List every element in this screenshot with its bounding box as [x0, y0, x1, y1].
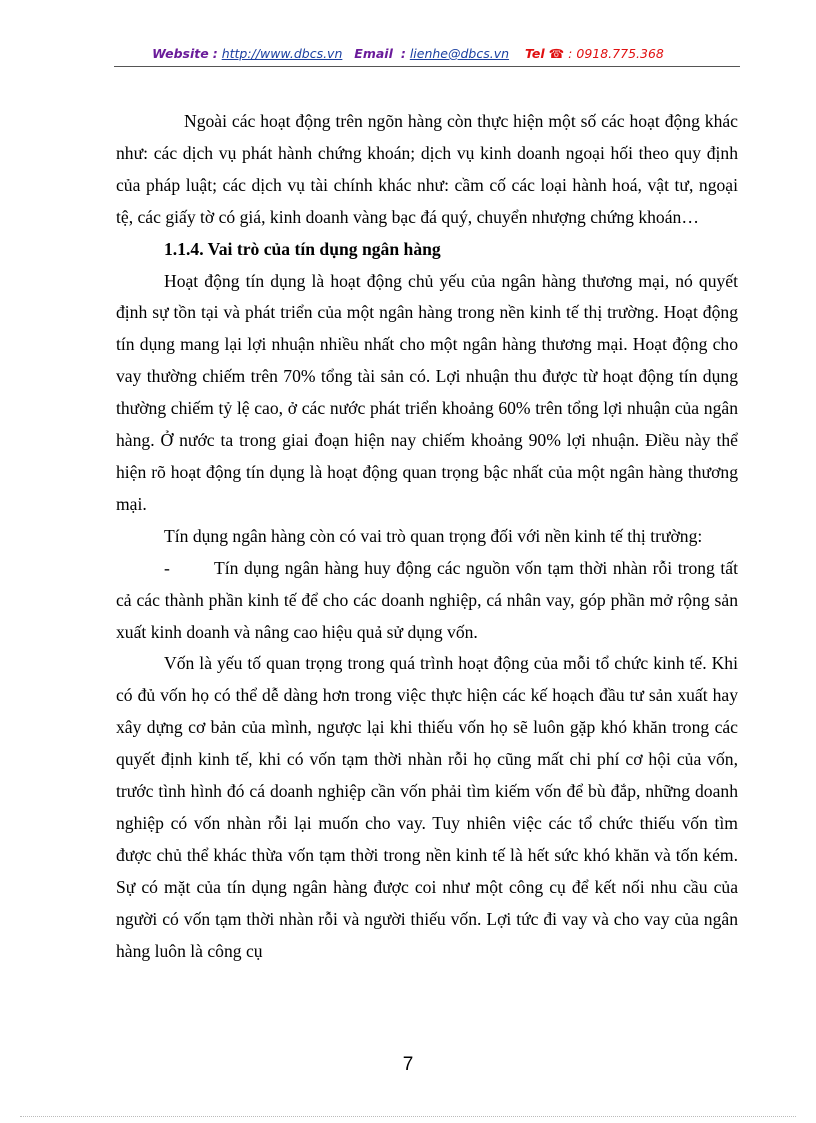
bullet-dash: -: [164, 557, 170, 578]
website-label: Website: [152, 46, 209, 61]
page-number: 7: [402, 1054, 414, 1075]
email-separator: :: [400, 46, 406, 61]
section-heading: 1.1.4. Vai trò của tín dụng ngân hàng: [164, 238, 441, 259]
page-header: [0, 46, 816, 61]
paragraph-credit-role: Hoạt động tín dụng là hoạt động chủ yếu của ngân hàng thương mại, nó quyết định sự tồn tại và phát triển của một ngân hàng trong nền kinh tế thị trường. Hoạt động tín dụng mang lại lợi nhuận nhiều nhất cho một ngân hàng thương mại. Hoạt động cho vay thường chiếm trên 70% tổng tài sản có. Lợi nhuận thu được từ hoạt động tín dụng thường chiếm tỷ lệ cao, ở các nước phát triển khoảng 60% trên tổng lợi nhuận của ngân hàng. Ở nước ta trong giai đoạn hiện nay chiếm khoảng 90% lợi nhuận. Điều này thể hiện rõ hoạt động tín dụng là hoạt động quan trọng bậc nhất của một ngân hàng thương mại.: [116, 270, 738, 514]
website-separator: :: [212, 46, 218, 61]
paragraph-other-services: Ngoài các hoạt động trên ngõn hàng còn thực hiện một số các hoạt động khác như: các dịch vụ phát hành chứng khoán; dịch vụ kinh doanh ngoại hối theo quy định của pháp luật; các dịch vụ tài chính khác như: cầm cố các loại hành hoá, vật tư, ngoại tệ, các giấy tờ có giá, kinh doanh vàng bạc đá quý, chuyển nhượng chứng khoán…: [116, 111, 738, 227]
paragraph-capital: Vốn là yếu tố quan trọng trong quá trình hoạt động của mỗi tổ chức kinh tế. Khi có đủ vốn họ có thể dễ dàng hơn trong việc thực hiện các kế hoạch đầu tư sản xuất hay xây dựng cơ bản của mình, ngược lại khi thiếu vốn họ sẽ luôn gặp khó khăn trong các quyết định kinh tế, khi có vốn tạm thời nhàn rỗi họ cũng mất chi phí cơ hội của vốn, trước tình hình đó cá doanh nghiệp cần vốn phải tìm kiếm vốn để bù đắp, những doanh nghiệp có vốn nhàn rỗi lại muốn cho vay. Tuy nhiên việc các tổ chức thiếu vốn tìm được chủ thể khác thừa vốn tạm thời trong nền kinh tế là hết sức khó khăn và tốn kém. Sự có mặt của tín dụng ngân hàng được coi như một công cụ để kết nối nhu cầu của người có vốn tạm thời nhàn rỗi và người thiếu vốn. Lợi tức đi vay và cho vay của ngân hàng luôn là công cụ: [116, 653, 738, 961]
tel-label: Tel: [524, 46, 545, 61]
header-divider: [114, 66, 740, 67]
bullet-item: [116, 553, 738, 649]
email-link[interactable]: lienhe@dbcs.vn: [409, 46, 510, 61]
footer-divider: [20, 1116, 796, 1117]
email-label: Email: [354, 46, 393, 61]
website-link[interactable]: http://www.dbcs.vn: [221, 46, 343, 61]
document-body: [116, 106, 738, 967]
tel-value: 0918.775.368: [576, 46, 664, 61]
phone-icon: ☎: [548, 46, 565, 61]
tel-separator: :: [568, 46, 573, 61]
bullet-text: Tín dụng ngân hàng huy động các nguồn vốn tạm thời nhàn rỗi trong tất cả các thành phần kinh tế để cho các doanh nghiệp, cá nhân vay, góp phần mở rộng sản xuất kinh doanh và nâng cao hiệu quả sử dụng vốn.: [116, 557, 738, 642]
paragraph-market-role: Tín dụng ngân hàng còn có vai trò quan trọng đối với nền kinh tế thị trường:: [164, 525, 703, 546]
